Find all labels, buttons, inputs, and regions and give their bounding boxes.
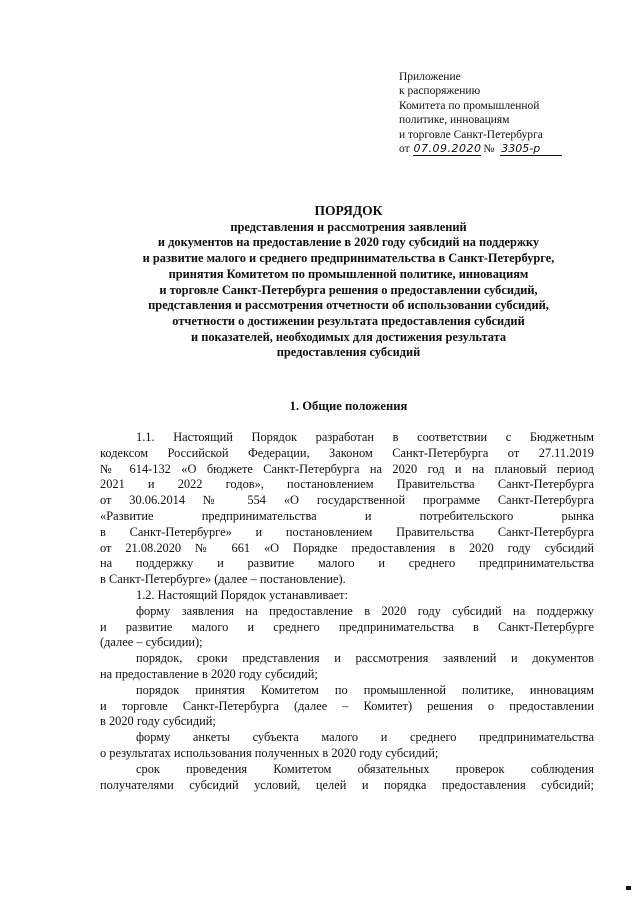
body-line: в Санкт-Петербурге» и постановлением Правительства Санкт-Петербурга: [100, 524, 594, 539]
title-line: предоставления субсидий: [276, 345, 421, 360]
page-title: ПОРЯДОК: [314, 203, 383, 218]
body-line: в 2020 году субсидий;: [100, 714, 216, 729]
body-line: № 614-132 «О бюджете Санкт-Петербурга на 2020 год и на плановый период: [100, 461, 594, 476]
approval-line: и торговле Санкт-Петербурга: [399, 128, 543, 141]
body-line: и торговле Санкт-Петербурга (далее – Комитет) решения о предоставлении: [100, 698, 594, 713]
body-line: от 30.06.2014 № 554 «О государственной программе Санкт-Петербурга: [100, 493, 594, 508]
title-line: и развитие малого и среднего предпринимательства в Санкт-Петербурге,: [142, 251, 555, 266]
approval-stamp: [399, 70, 599, 156]
title-line: и документов на предоставление в 2020 году субсидий на поддержку: [157, 235, 540, 250]
body-line: порядок, сроки представления и рассмотрения заявлений и документов: [136, 651, 594, 666]
title-line: и торговле Санкт-Петербурга решения о предоставлении субсидий,: [159, 282, 538, 297]
title-line: и показателей, необходимых для достижения результата: [190, 329, 507, 344]
approval-line: к распоряжению: [399, 85, 481, 98]
body-line: форму анкеты субъекта малого и среднего предпринимательства: [136, 730, 594, 745]
body-line: кодексом Российской Федерации, Законом Санкт-Петербурга от 27.11.2019: [100, 445, 594, 460]
title-line: представления и рассмотрения заявлений: [230, 219, 467, 234]
title-line: принятия Комитетом по промышленной политике, инновациям: [168, 266, 529, 281]
body-line: (далее – субсидии);: [100, 635, 203, 650]
body-line: 1.1. Настоящий Порядок разработан в соответствии с Бюджетным: [136, 430, 594, 444]
approval-line: политике, инновациям: [399, 114, 510, 127]
body-line: от 21.08.2020 № 661 «О Порядке предоставления в 2020 году субсидий: [100, 540, 594, 555]
body-line: порядок принятия Комитетом по промышленной политике, инновациям: [136, 682, 594, 697]
title-line: отчетности о достижении результата предоставления субсидий: [172, 313, 525, 328]
body-line: на предоставление в 2020 году субсидий;: [100, 666, 318, 681]
number-sign: №: [483, 143, 495, 156]
body-line: «Развитие предпринимательства и потребительского рынка: [100, 508, 594, 523]
title-line: представления и рассмотрения отчетности об использовании субсидий,: [148, 298, 549, 313]
date-prefix: от: [399, 143, 410, 156]
body-line: получателями субсидий условий, целей и порядка предоставления субсидий;: [100, 777, 594, 792]
document-title: [60, 203, 637, 361]
body-line: 2021 и 2022 годов», постановлением Правительства Санкт-Петербурга: [100, 477, 594, 492]
approval-line: Комитета по промышленной: [399, 99, 540, 112]
handwritten-number: 3305-р: [500, 143, 562, 156]
body-line: и развитие малого и среднего предпринимательства в Санкт-Петербурге: [100, 619, 594, 634]
body-line: 1.2. Настоящий Порядок устанавливает:: [136, 587, 349, 602]
handwritten-date: 07.09.2020: [413, 142, 482, 156]
body-line: форму заявления на предоставление в 2020 году субсидий на поддержку: [136, 603, 594, 618]
body-line: о результатах использования полученных в 2020 году субсидий;: [100, 745, 439, 760]
body-line: в Санкт-Петербурге» (далее – постановление).: [100, 572, 346, 587]
approval-date-line: [399, 142, 599, 156]
approval-line: Приложение: [399, 71, 461, 83]
body-line: срок проведения Комитетом обязательных проверок соблюдения: [136, 761, 594, 776]
body-line: на поддержку и развитие малого и среднего предпринимательства: [100, 556, 594, 571]
scan-mark: [626, 886, 631, 890]
section-heading: 1. Общие положения: [289, 399, 408, 413]
document-body: [100, 430, 594, 793]
